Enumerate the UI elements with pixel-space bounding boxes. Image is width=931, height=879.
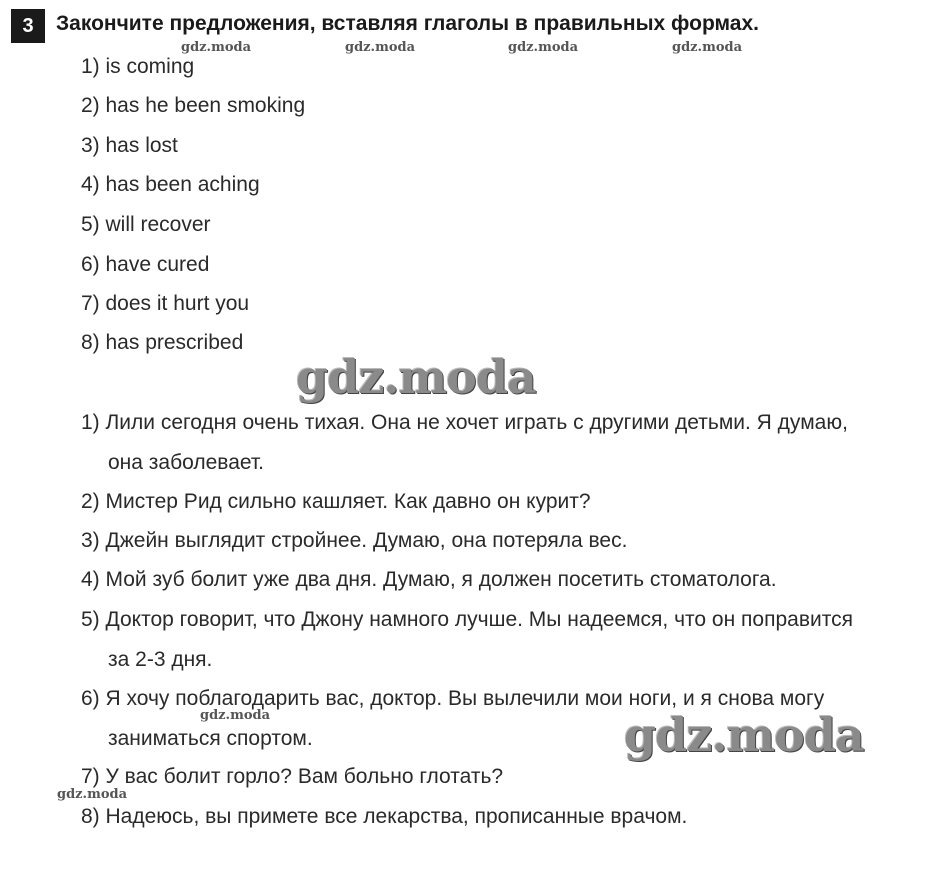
answer-item-4: 4) has been aching <box>81 173 260 196</box>
task-title: Закончите предложения, вставляя глаголы в правильных формах. <box>56 12 759 35</box>
translation-8: 8) Надеюсь, вы примете все лекарства, прописанные врачом. <box>81 805 688 828</box>
translation-7: 7) У вас болит горло? Вам больно глотать? <box>81 765 504 788</box>
watermark-small-4: gdz.moda <box>672 40 743 55</box>
answer-item-2: 2) has he been smoking <box>81 94 306 117</box>
translation-5-line-2: за 2-3 дня. <box>108 648 213 671</box>
answer-item-5: 5) will recover <box>81 213 211 236</box>
answer-item-3: 3) has lost <box>81 134 178 157</box>
answer-item-8: 8) has prescribed <box>81 331 244 354</box>
translation-3: 3) Джейн выглядит стройнее. Думаю, она потеряла вес. <box>81 529 628 552</box>
translation-6-line-2: заниматься спортом. <box>108 727 313 750</box>
translation-1-line-1: 1) Лили сегодня очень тихая. Она не хочет играть с другими детьми. Я думаю, <box>81 411 848 434</box>
translation-5-line-1: 5) Доктор говорит, что Джону намного лучше. Мы надеемся, что он поправится <box>81 608 853 631</box>
translation-6-line-1: 6) Я хочу поблагодарить вас, доктор. Вы вылечили мои ноги, и я снова могу <box>81 687 825 710</box>
watermark-small-6: gdz.moda <box>57 787 128 802</box>
translation-2: 2) Мистер Рид сильно кашляет. Как давно он курит? <box>81 490 591 513</box>
watermark-small-1: gdz.moda <box>181 40 252 55</box>
answer-item-1: 1) is coming <box>81 55 195 78</box>
answer-item-6: 6) have cured <box>81 253 210 276</box>
translation-4: 4) Мой зуб болит уже два дня. Думаю, я должен посетить стоматолога. <box>81 568 777 591</box>
task-number-badge: 3 <box>11 9 45 43</box>
watermark-small-2: gdz.moda <box>345 40 416 55</box>
translation-1-line-2: она заболевает. <box>108 451 264 474</box>
watermark-large-2: gdz.moda <box>624 708 864 762</box>
answer-item-7: 7) does it hurt you <box>81 292 250 315</box>
watermark-small-3: gdz.moda <box>508 40 579 55</box>
watermark-large-1: gdz.moda <box>296 350 536 404</box>
watermark-small-5: gdz.moda <box>200 708 271 723</box>
